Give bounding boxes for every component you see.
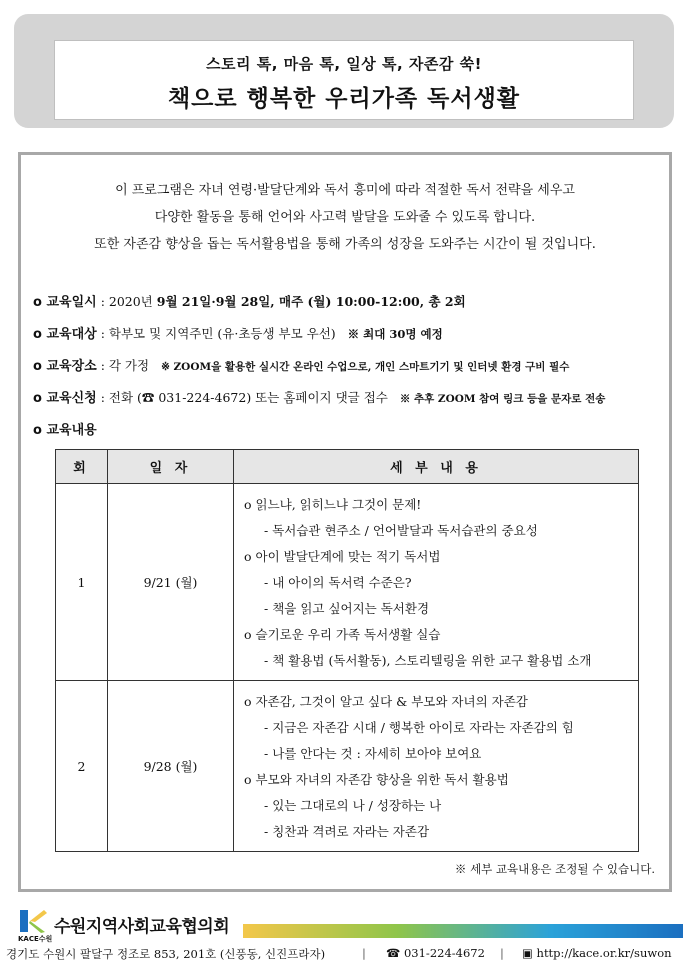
header-banner — [14, 14, 674, 128]
topic-sub: - 책 활용법 (독서활동), 스토리텔링을 위한 교구 활용법 소개 — [264, 653, 592, 668]
main-content-frame — [18, 152, 672, 892]
separator: | — [362, 946, 366, 960]
website-link[interactable] — [522, 946, 672, 960]
color-stripe — [243, 924, 683, 938]
info-label: o 교육일시 — [33, 295, 97, 310]
column-header-session: 회 — [56, 450, 108, 484]
website-url: http://kace.or.kr/suwon — [536, 946, 672, 960]
header-subtitle: 스토리 톡, 마음 톡, 일상 톡, 자존감 쑥! — [206, 55, 482, 73]
session-number: 1 — [56, 484, 108, 681]
address: 경기도 수원시 팔달구 정조로 853, 201호 (신풍동, 신진프라자) — [6, 947, 326, 961]
topic-sub: - 나를 안다는 것 : 자세히 보아야 보여요 — [264, 746, 482, 761]
topic-sub: - 지금은 자존감 시대 / 행복한 아이로 자라는 자존감의 힘 — [264, 720, 574, 735]
footer — [0, 904, 692, 969]
info-note: ※ 최대 30명 예정 — [347, 327, 443, 341]
footnote: ※ 세부 교육내용은 조정될 수 있습니다. — [454, 862, 655, 876]
topic-title: o 아이 발달단계에 맞는 적기 독서법 — [244, 549, 441, 564]
session-date: 9/28 (월) — [108, 681, 234, 852]
table-header-row — [56, 450, 639, 484]
topic-title: o 읽느냐, 읽히느냐 그것이 문제! — [244, 497, 422, 512]
info-label: o 교육신청 — [33, 391, 97, 406]
web-icon: ▣ — [522, 946, 537, 960]
schedule-table — [55, 449, 639, 852]
info-note: ※ 추후 ZOOM 참여 링크 등을 문자로 전송 — [399, 393, 606, 405]
intro-line: 또한 자존감 향상을 돕는 독서활용법을 통해 가족의 성장을 도와주는 시간이 될 것입니다. — [94, 237, 596, 252]
info-label: o 교육내용 — [33, 423, 97, 438]
table-row — [56, 484, 639, 681]
info-date — [33, 291, 466, 310]
info-value: 9월 21일·9월 28일, 매주 (월) 10:00-12:00, 총 2회 — [156, 294, 466, 309]
topic-title: o 부모와 자녀의 자존감 향상을 위한 독서 활용법 — [244, 772, 509, 787]
topic-title: o 슬기로운 우리 가족 독서생활 실습 — [244, 627, 441, 642]
topic-sub: - 있는 그대로의 나 / 성장하는 나 — [264, 798, 442, 813]
phone-number: ☎ 031-224-4672 — [386, 946, 485, 960]
info-apply — [33, 387, 605, 406]
column-header-date: 일 자 — [108, 450, 234, 484]
topic-sub: - 독서습관 현주소 / 언어발달과 독서습관의 중요성 — [264, 523, 538, 538]
kace-logo-icon — [18, 908, 48, 934]
intro-line: 이 프로그램은 자녀 연령·발달단계와 독서 흥미에 따라 적절한 독서 전략을 세우고 — [115, 183, 575, 198]
info-prefix: : 2020년 — [100, 294, 153, 309]
session-date: 9/21 (월) — [108, 484, 234, 681]
info-value: : 각 가정 — [100, 358, 150, 373]
info-value: : 전화 (☎ 031-224-4672) 또는 홈페이지 댓글 접수 — [100, 390, 388, 405]
info-content — [33, 419, 97, 438]
topic-sub: - 칭찬과 격려로 자라는 자존감 — [264, 824, 430, 839]
info-place — [33, 355, 569, 374]
table-row — [56, 681, 639, 852]
topic-sub: - 내 아이의 독서력 수준은? — [264, 575, 412, 590]
separator: | — [500, 946, 504, 960]
info-note: ※ ZOOM을 활용한 실시간 온라인 수업으로, 개인 스마트기기 및 인터넷 환경 구비 필수 — [161, 361, 570, 373]
info-target — [33, 323, 443, 342]
session-details — [234, 484, 639, 681]
page-title: 책으로 행복한 우리가족 독서생활 — [167, 86, 521, 112]
org-name: 수원지역사회교육협의회 — [54, 917, 230, 937]
info-label: o 교육대상 — [33, 327, 97, 342]
session-number: 2 — [56, 681, 108, 852]
header-title-box — [54, 40, 634, 120]
info-value: : 학부모 및 지역주민 (유·초등생 부모 우선) — [100, 326, 336, 341]
info-label: o 교육장소 — [33, 359, 97, 374]
column-header-details: 세 부 내 용 — [234, 450, 639, 484]
logo-text: KACE수원 — [18, 935, 53, 943]
intro-line: 다양한 활동을 통해 언어와 사고력 발달을 도와줄 수 있도록 합니다. — [154, 210, 536, 225]
session-details — [234, 681, 639, 852]
topic-title: o 자존감, 그것이 알고 싶다 & 부모와 자녀의 자존감 — [244, 694, 528, 709]
intro-paragraph — [21, 177, 669, 258]
topic-sub: - 책을 읽고 싶어지는 독서환경 — [264, 601, 430, 616]
